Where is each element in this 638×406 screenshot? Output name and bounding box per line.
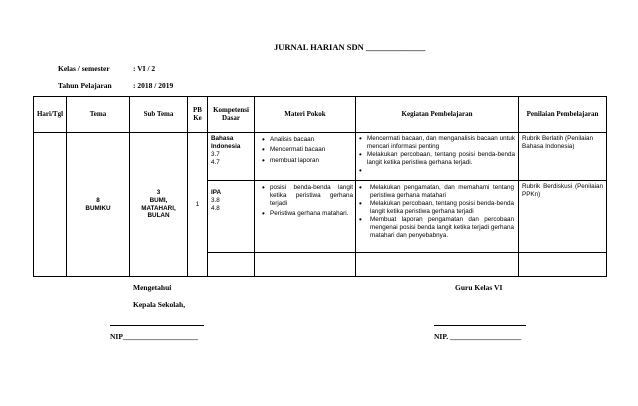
header-kegiatan: Kegiatan Pembelajaran [356, 97, 519, 133]
header-hari: Hari/Tgl [34, 97, 67, 133]
kd-code: 4.8 [211, 204, 220, 212]
kepala-sekolah-label: Kepala Sekolah, [133, 300, 186, 309]
empty-cell [519, 253, 607, 277]
header-kompetensi [208, 97, 255, 133]
nip-left: NIP____________________ [110, 332, 198, 341]
list-item: • Melakukan percobaan, tentang posisi benda-benda langit ketika peristiwa gerhana terjadi [358, 200, 514, 216]
list-item: • Mencermati bacaan [261, 146, 353, 154]
list-item: • membuat laporan [261, 157, 353, 165]
penilaian-cell [519, 181, 607, 253]
header-subtema: Sub Tema [130, 97, 188, 133]
kd-code: 3.7 [211, 150, 220, 158]
list-item [358, 167, 515, 175]
header-penilaian: Penilaian Pembelajaran [519, 97, 607, 133]
kd-subject: IPA [211, 189, 222, 196]
kd-code: 3.8 [211, 196, 220, 204]
kelas-value: : VI / 2 [133, 64, 156, 73]
subtema-line3: BULAN [147, 212, 170, 220]
pb-cell [188, 133, 208, 277]
header-tema: Tema [67, 97, 130, 133]
materi-cell [255, 181, 356, 253]
signature-line-left [110, 325, 204, 326]
signature-line-right [434, 325, 526, 326]
tema-cell [67, 133, 130, 277]
penilaian-cell [519, 133, 607, 181]
kd-code: 4.7 [211, 158, 220, 166]
subtema-line1: BUMI, [149, 196, 168, 204]
materi-cell [255, 133, 356, 181]
list-item: • Mencermati bacaan, dan menganalisis bacaan untuk mencari informasi penting [358, 135, 515, 151]
header-pb [188, 97, 208, 133]
header-row [34, 97, 607, 133]
kd-cell [208, 181, 255, 253]
header-kompetensi-line2: Dasar [222, 113, 240, 122]
list-item: • Melakukan percobaan, tentang posisi benda-benda langit ketika peristiwa gerhana terjadi. [358, 151, 515, 167]
list-item: • Peristiwa gerhana matahari. [261, 210, 353, 218]
list-item: • Membuat laporan pengamatan dan percobaan mengenai posisi benda langit ketika terjadi gerhana matahari dan penyebabnya. [358, 216, 514, 240]
header-kompetensi-line1: Kompetensi [213, 105, 249, 114]
penilaian-text: Rubrik Berdiskusi (Penilaian PPKn) [522, 183, 603, 198]
subtema-cell [130, 133, 188, 277]
list-item: • Melakukan pengamatan, dan memahami tentang peristiwa gerhana matahari [358, 184, 514, 200]
list-item: • Analisis bacaan [261, 136, 353, 144]
tema-name: BUMIKU [85, 204, 111, 212]
subtema-line2: MATAHARI, [141, 204, 176, 212]
empty-cell [356, 253, 519, 277]
guru-kelas-label: Guru Kelas VI [455, 283, 503, 292]
tahun-value: : 2018 / 2019 [133, 81, 174, 90]
tema-number: 8 [96, 196, 100, 204]
tahun-label: Tahun Pelajaran [58, 81, 112, 90]
header-pb-line2: Ke [193, 113, 202, 122]
subtema-number: 3 [156, 188, 161, 196]
kd-cell [208, 133, 255, 181]
kegiatan-cell [356, 181, 519, 253]
header-materi: Materi Pokok [255, 97, 356, 133]
kegiatan-cell [356, 133, 519, 181]
document-title: JURNAL HARIAN SDN ______________ [274, 42, 426, 52]
penilaian-text: Rubrik Berlatih (Penilaian Bahasa Indonesia) [522, 135, 594, 150]
empty-cell [208, 253, 255, 277]
header-pb-line1: PB [193, 105, 202, 114]
nip-right: NIP. ___________________ [434, 332, 522, 341]
kelas-label: Kelas / semester [58, 64, 110, 73]
mengetahui-label: Mengetahui [133, 283, 172, 292]
table-row [34, 133, 607, 181]
empty-cell [255, 253, 356, 277]
journal-table [33, 96, 607, 277]
list-item: • posisi benda-benda langit ketika peristiwa gerhana terjadi [261, 184, 353, 208]
hari-cell [34, 133, 67, 277]
pb-value: 1 [195, 200, 200, 208]
kd-subject: Bahasa Indonesia [211, 135, 241, 150]
